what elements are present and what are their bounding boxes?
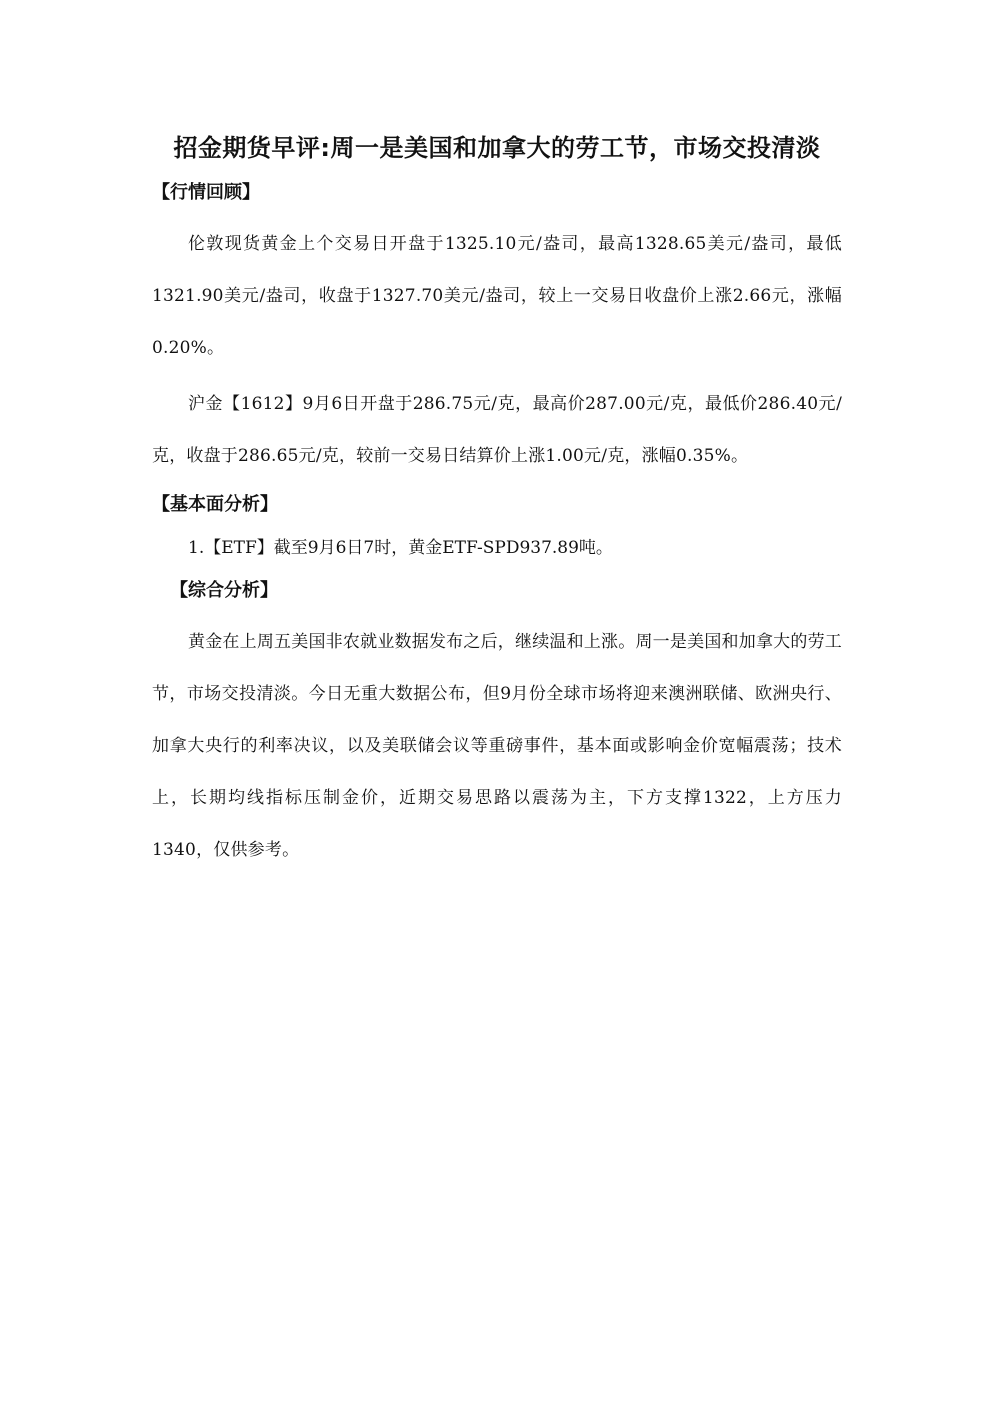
section-fundamentals [152,488,842,566]
document-title: 招金期货早评:周一是美国和加拿大的劳工节，市场交投清淡 [173,134,821,162]
section-heading-fundamentals: 【基本面分析】 [152,494,278,515]
document-body [152,122,842,876]
section-comprehensive [152,574,842,876]
paragraph-shanghai-gold: 沪金【1612】9月6日开盘于286.75元/克，最高价287.00元/克，最低价286.40元/克，收盘于286.65元/克，较前一交易日结算价上涨1.00元/克，涨幅0.35%。 [152,394,842,466]
section-heading-comprehensive: 【综合分析】 [170,580,278,601]
list-item-etf: 1.【ETF】截至9月6日7时，黄金ETF-SPD937.89吨。 [188,538,613,558]
paragraph-london-gold: 伦敦现货黄金上个交易日开盘于1325.10元/盎司，最高1328.65美元/盎司，最低1321.90美元/盎司，收盘于1327.70美元/盎司，较上一交易日收盘价上涨2.66元，涨幅0.20%。 [152,234,842,358]
section-heading-market-review: 【行情回顾】 [152,182,260,203]
section-market-review [152,176,842,482]
paragraph-comprehensive-analysis: 黄金在上周五美国非农就业数据发布之后，继续温和上涨。周一是美国和加拿大的劳工节，市场交投清淡。今日无重大数据公布，但9月份全球市场将迎来澳洲联储、欧洲央行、加拿大央行的利率决议，以及美联储会议等重磅事件，基本面或影响金价宽幅震荡；技术上，长期均线指标压制金价，近期交易思路以震荡为主，下方支撑1322，上方压力1340，仅供参考。 [152,632,842,860]
